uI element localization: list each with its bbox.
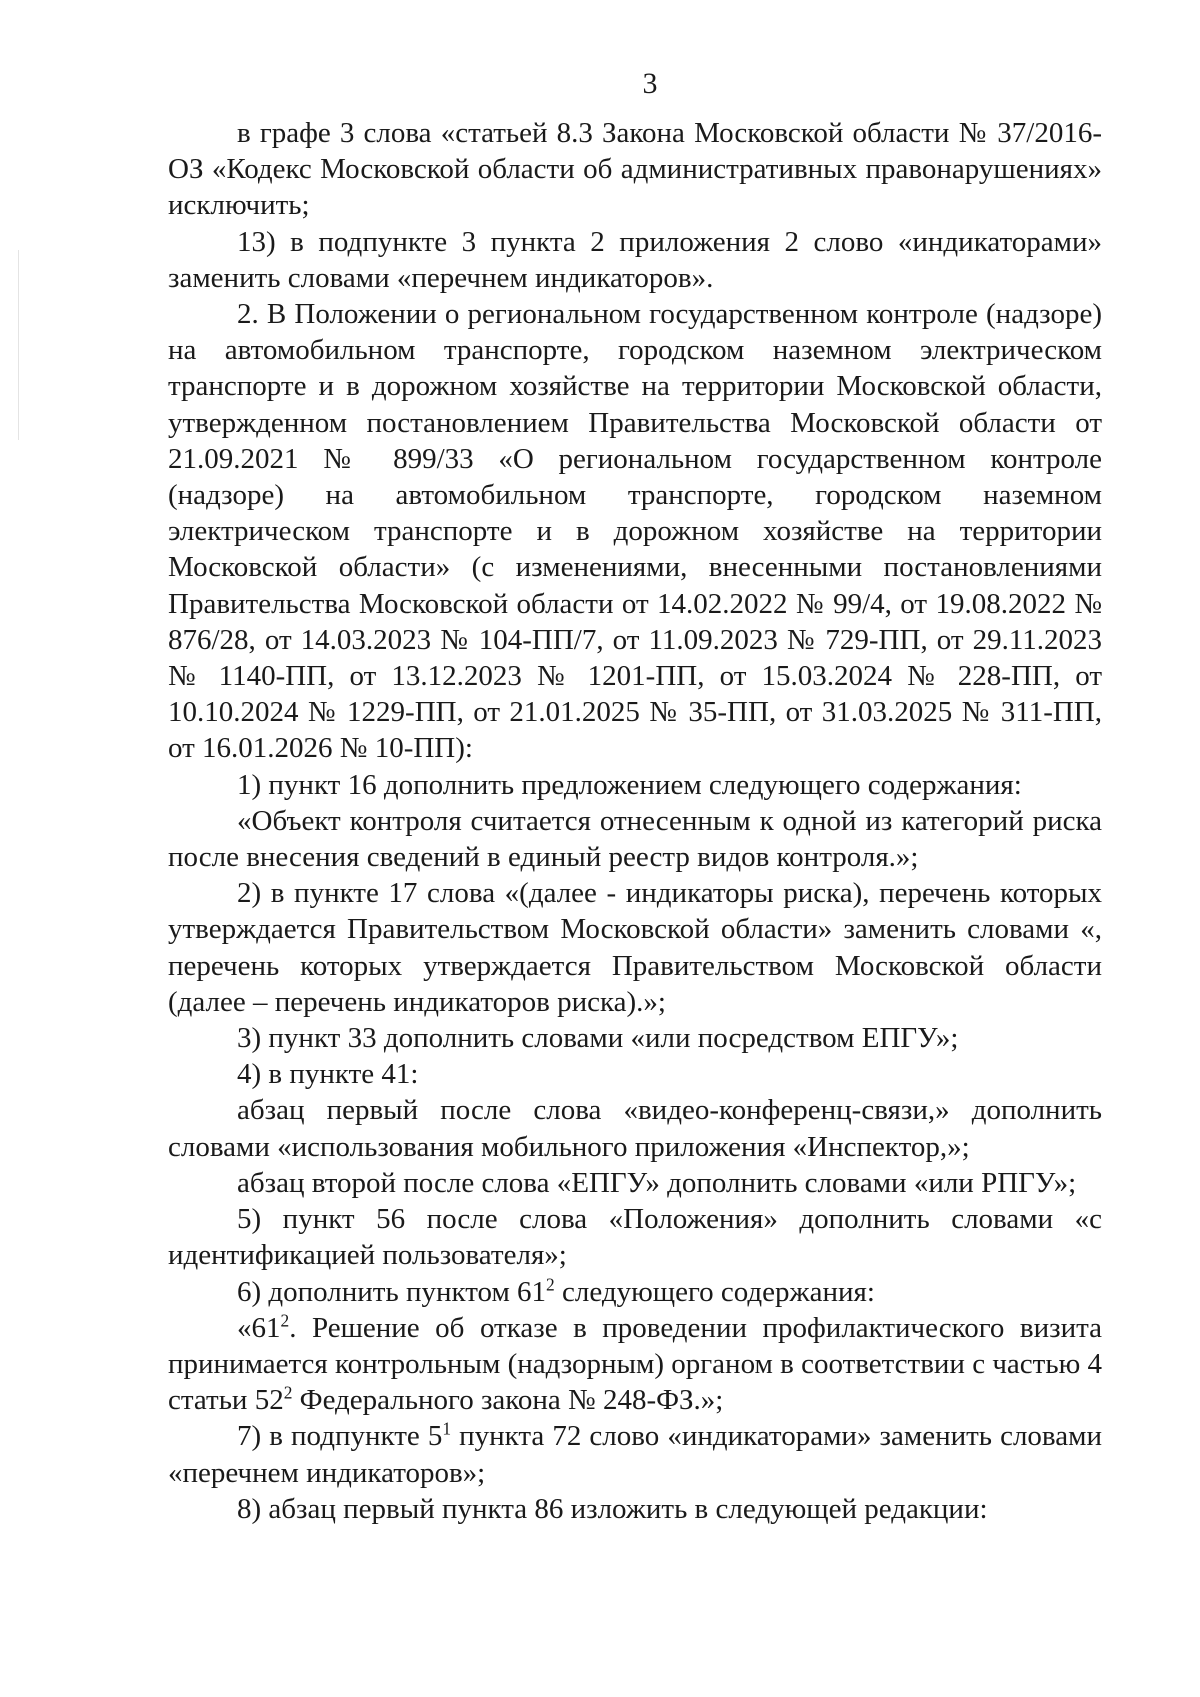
paragraph-text: . Решение об отказе в проведении профилактического визита принимается контрольным (надзорным) органом в соответствии с частью 4 статьи 52 — [168, 1311, 1102, 1417]
paragraph-text: 6) дополнить пунктом 61 — [237, 1275, 547, 1308]
paragraph: абзац первый после слова «видео-конференц-связи,» дополнить словами «использования мобильного приложения «Инспектор,»; — [168, 1094, 1102, 1163]
paragraph-text: пункта 72 слово «индикаторами» заменить словами «перечнем индикаторов»; — [168, 1420, 1102, 1489]
superscript: 2 — [546, 1273, 555, 1294]
paragraph: «Объект контроля считается отнесенным к одной из категорий риска после внесения сведений в единый реестр видов контроля.»; — [168, 804, 1102, 874]
superscript: 1 — [442, 1418, 452, 1439]
paragraph-text: 7) в подпункте 5 — [237, 1420, 443, 1453]
document-body — [168, 115, 1102, 1527]
paragraph — [168, 1418, 1102, 1490]
paragraph: абзац второй после слова «ЕПГУ» дополнить словами «или РПГУ»; — [237, 1166, 1077, 1199]
paragraph-text: следующего содержания: — [554, 1275, 875, 1308]
paragraph-text: Федерального закона № 248-ФЗ.»; — [292, 1384, 724, 1417]
paragraph: 2) в пункте 17 слова «(далее - индикаторы риска), перечень которых утверждается Правительством Московской области» заменить словами «, перечень которых утверждается Правительством Московской области (далее – перечень индикаторов риска).»; — [168, 877, 1102, 1018]
superscript: 2 — [283, 1382, 293, 1403]
superscript: 2 — [280, 1310, 290, 1331]
paragraph: 4) в пункте 41: — [237, 1058, 419, 1091]
paragraph: в графе 3 слова «статьей 8.3 Закона Московской области № 37/2016-ОЗ «Кодекс Московской области об административных правонарушениях» исключить; — [168, 117, 1102, 222]
scan-margin-line — [18, 250, 19, 440]
paragraph: 13) в подпункте 3 пункта 2 приложения 2 слово «индикаторами» заменить словами «перечнем индикаторов». — [168, 225, 1102, 294]
paragraph-text: «61 — [237, 1311, 281, 1344]
paragraph: 8) абзац первый пункта 86 изложить в следующей редакции: — [237, 1492, 988, 1525]
paragraph: 3) пункт 33 дополнить словами «или посредством ЕПГУ»; — [237, 1022, 959, 1055]
page-number: 3 — [642, 67, 658, 100]
paragraph — [168, 1310, 1102, 1419]
paragraph: 1) пункт 16 дополнить предложением следующего содержания: — [237, 768, 1022, 801]
paragraph — [168, 1274, 1102, 1310]
paragraph: 5) пункт 56 после слова «Положения» дополнить словами «с идентификацией пользователя»; — [168, 1203, 1102, 1272]
paragraph: 2. В Положении о региональном государственном контроле (надзоре) на автомобильном транспорте, городском наземном электрическом транспорте и в дорожном хозяйстве на территории Московской области, утвержденном постановлением Правительства Московской области от 21.09.2021 № 899/33 «О региональном государственном контроле (надзоре) на автомобильном транспорте, городском наземном электрическом транспорте и в дорожном хозяйстве на территории Московской области» (с изменениями, внесенными постановлениями Правительства Московской области от 14.02.2022 № 99/4, от 19.08.2022 № 876/28, от 14.03.2023 № 104-ПП/7, от 11.09.2023 № 729-ПП, от 29.11.2023 № 1140-ПП, от 13.12.2023 № 1201-ПП, от 15.03.2024 № 228-ПП, от 10.10.2024 № 1229-ПП, от 21.01.2025 № 35-ПП, от 31.03.2025 № 311-ПП, от 16.01.2026 № 10-ПП): — [168, 298, 1102, 765]
